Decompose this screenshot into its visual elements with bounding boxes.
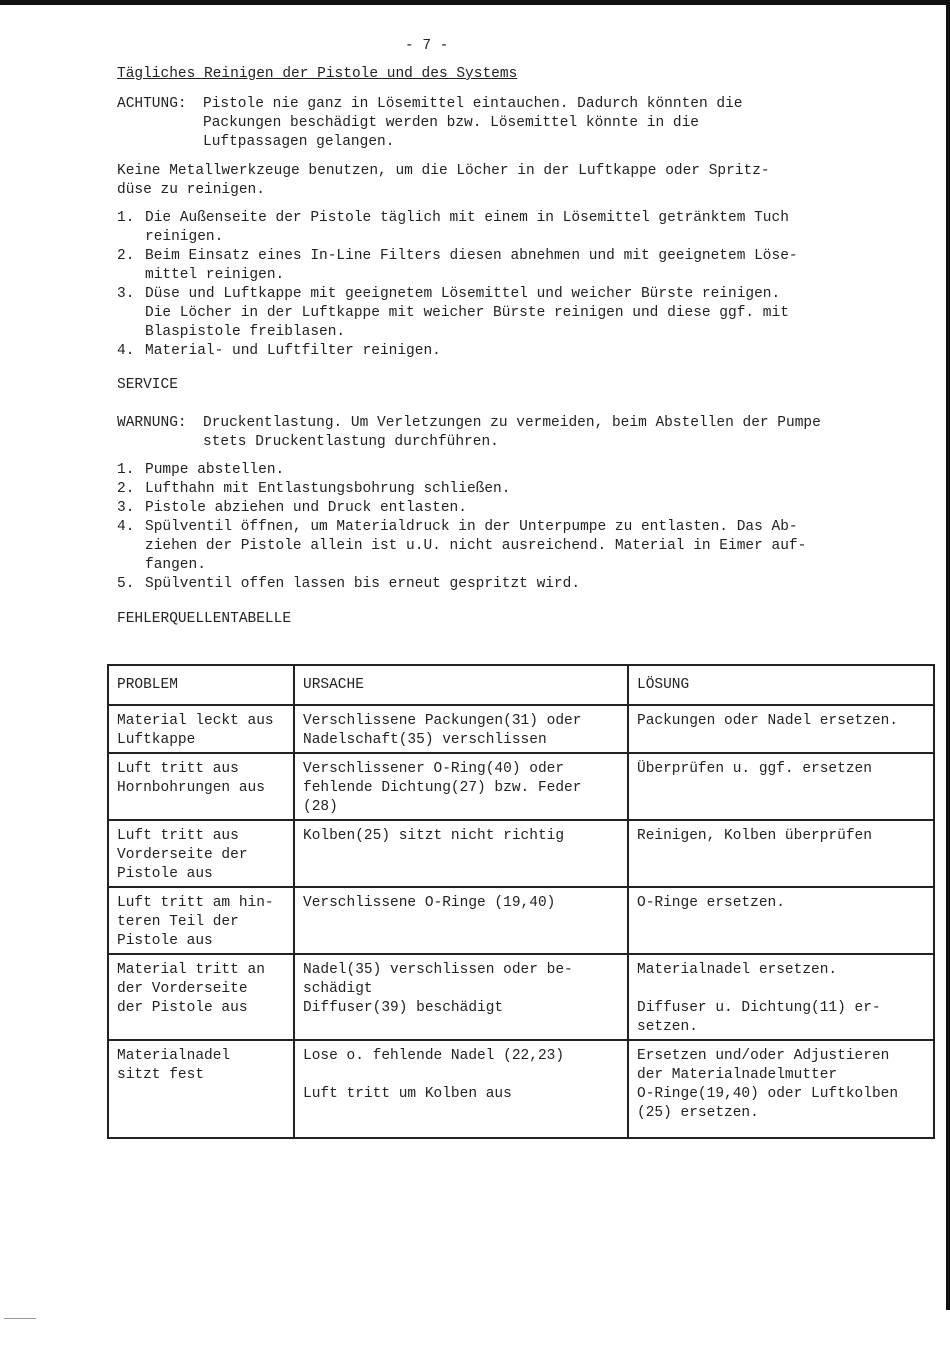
cell-line: Materialnadel ersetzen.: [637, 962, 838, 978]
cell-line: [637, 980, 925, 999]
warning-warnung: [117, 414, 821, 452]
cell-line: der Materialnadelmutter: [637, 1067, 838, 1083]
warning-text: Druckentlastung. Um Verletzungen zu vermeiden, beim Abstellen der Pumpe: [203, 415, 821, 431]
cell-line: Diffuser(39) beschädigt: [303, 1000, 504, 1016]
cell-line: setzen.: [637, 1019, 698, 1035]
cell-solution: [628, 753, 934, 820]
cell-line: Überprüfen u. ggf. ersetzen: [637, 761, 872, 777]
warning-achtung: [117, 95, 743, 152]
note-text: Keine Metallwerkzeuge benutzen, um die Löcher in der Luftkappe oder Spritz-: [117, 163, 770, 179]
cell-line: (28): [303, 799, 338, 815]
table-row: [108, 1040, 934, 1138]
cell-line: Lose o. fehlende Nadel (22,23): [303, 1048, 565, 1064]
cell-line: Packungen oder Nadel ersetzen.: [637, 713, 899, 729]
cell-line: der Vorderseite: [117, 981, 248, 997]
scan-right-border: [946, 0, 950, 1310]
cell-cause: [294, 705, 628, 753]
list-item-line: Die Außenseite der Pistole täglich mit einem in Lösemittel getränktem Tuch: [145, 210, 789, 226]
warning-label: WARNUNG:: [117, 415, 187, 431]
cell-problem: [108, 1040, 294, 1138]
cell-solution: [628, 705, 934, 753]
cell-line: Luft tritt am hin-: [117, 895, 274, 911]
cell-line: Luft tritt aus: [117, 828, 239, 844]
cell-line: Pistole aus: [117, 866, 213, 882]
cell-line: Verschlissener O-Ring(40) oder: [303, 761, 565, 777]
warning-text: Luftpassagen gelangen.: [203, 134, 395, 150]
cell-line: der Pistole aus: [117, 1000, 248, 1016]
cell-solution: [628, 820, 934, 887]
warning-text: Pistole nie ganz in Lösemittel eintauchen. Dadurch könnten die: [203, 96, 743, 112]
warning-label: ACHTUNG:: [117, 96, 187, 112]
cell-problem: [108, 887, 294, 954]
note-text: düse zu reinigen.: [117, 182, 265, 198]
cell-line: Vorderseite der: [117, 847, 248, 863]
cell-line: Verschlissene O-Ringe (19,40): [303, 895, 556, 911]
list-item-number: 5.: [117, 576, 135, 592]
cell-cause: [294, 820, 628, 887]
cell-line: Verschlissene Packungen(31) oder: [303, 713, 582, 729]
cell-line: Luftkappe: [117, 732, 196, 748]
cell-line: Pistole aus: [117, 933, 213, 949]
list-item: [117, 342, 798, 361]
column-header-cause: URSACHE: [294, 665, 628, 705]
column-header-problem: PROBLEM: [108, 665, 294, 705]
list-item: [117, 518, 806, 575]
cell-line: Kolben(25) sitzt nicht richtig: [303, 828, 565, 844]
scan-top-border: [0, 0, 950, 5]
list-item-line: Material- und Luftfilter reinigen.: [145, 343, 441, 359]
list-item-line: Blaspistole freiblasen.: [145, 324, 346, 340]
list-item-line: fangen.: [145, 557, 206, 573]
list-item-text: [145, 247, 798, 285]
list-item: [117, 499, 806, 518]
section-title-fault-table: FEHLERQUELLENTABELLE: [117, 611, 292, 627]
list-item-line: mittel reinigen.: [145, 267, 285, 283]
table-row: [108, 820, 934, 887]
list-item-number: 4.: [117, 343, 135, 359]
list-item-number: 3.: [117, 286, 135, 302]
cell-solution: [628, 887, 934, 954]
cell-line: Hornbohrungen aus: [117, 780, 265, 796]
cell-line: Materialnadel: [117, 1048, 231, 1064]
column-header-solution: LÖSUNG: [628, 665, 934, 705]
cleaning-steps: [117, 209, 798, 361]
list-item-line: Spülventil öffnen, um Materialdruck in der Unterpumpe zu entlasten. Das Ab-: [145, 519, 798, 535]
cell-line: [303, 1066, 619, 1085]
cell-solution: [628, 954, 934, 1040]
list-item-text: [145, 209, 789, 247]
cell-solution: [628, 1040, 934, 1138]
cell-line: sitzt fest: [117, 1067, 205, 1083]
table-header-row: [108, 665, 934, 705]
cell-line: teren Teil der: [117, 914, 239, 930]
list-item-number: 1.: [117, 210, 135, 226]
cell-line: Luft tritt aus: [117, 761, 239, 777]
cell-problem: [108, 705, 294, 753]
list-item: [117, 209, 798, 247]
cell-line: Material leckt aus: [117, 713, 274, 729]
page-number: - 7 -: [405, 38, 449, 54]
list-item-line: Lufthahn mit Entlastungsbohrung schließen.: [145, 481, 511, 497]
list-item-number: 3.: [117, 500, 135, 516]
cell-line: schädigt: [303, 981, 373, 997]
cell-line: O-Ringe(19,40) oder Luftkolben: [637, 1086, 899, 1102]
service-steps: [117, 461, 806, 594]
section-title-service: SERVICE: [117, 377, 178, 393]
cell-cause: [294, 887, 628, 954]
list-item-text: [145, 480, 510, 499]
list-item-number: 4.: [117, 519, 135, 535]
list-item: [117, 575, 806, 594]
warning-text: stets Druckentlastung durchführen.: [203, 434, 499, 450]
cell-line: fehlende Dichtung(27) bzw. Feder: [303, 780, 582, 796]
list-item-line: ziehen der Pistole allein ist u.U. nicht ausreichend. Material in Eimer auf-: [145, 538, 807, 554]
list-item: [117, 461, 806, 480]
list-item-line: Pumpe abstellen.: [145, 462, 285, 478]
section-title-daily-cleaning: Tägliches Reinigen der Pistole und des Systems: [117, 66, 518, 82]
cell-line: Reinigen, Kolben überprüfen: [637, 828, 872, 844]
cell-problem: [108, 820, 294, 887]
warning-text: Packungen beschädigt werden bzw. Lösemittel könnte in die: [203, 115, 699, 131]
list-item-text: [145, 575, 580, 594]
cell-cause: [294, 954, 628, 1040]
list-item-number: 2.: [117, 248, 135, 264]
table-row: [108, 705, 934, 753]
list-item-text: [145, 518, 806, 575]
cell-line: (25) ersetzen.: [637, 1105, 759, 1121]
list-item: [117, 480, 806, 499]
cell-line: Luft tritt um Kolben aus: [303, 1086, 512, 1102]
cell-line: Nadelschaft(35) verschlissen: [303, 732, 547, 748]
list-item-line: reinigen.: [145, 229, 224, 245]
cell-line: Diffuser u. Dichtung(11) er-: [637, 1000, 881, 1016]
list-item-text: [145, 342, 441, 361]
cell-line: O-Ringe ersetzen.: [637, 895, 785, 911]
note-tools: [117, 162, 770, 200]
list-item-line: Düse und Luftkappe mit geeignetem Lösemittel und weicher Bürste reinigen.: [145, 286, 781, 302]
list-item: [117, 247, 798, 285]
list-item-text: [145, 285, 789, 342]
table-row: [108, 954, 934, 1040]
cell-line: Ersetzen und/oder Adjustieren: [637, 1048, 890, 1064]
cell-line: Nadel(35) verschlissen oder be-: [303, 962, 573, 978]
table-row: [108, 887, 934, 954]
scan-margin-mark: [4, 1318, 36, 1319]
list-item-line: Pistole abziehen und Druck entlasten.: [145, 500, 467, 516]
list-item-text: [145, 461, 284, 480]
list-item: [117, 285, 798, 342]
list-item-line: Die Löcher in der Luftkappe mit weicher Bürste reinigen und diese ggf. mit: [145, 305, 789, 321]
list-item-line: Beim Einsatz eines In-Line Filters diesen abnehmen und mit geeignetem Löse-: [145, 248, 798, 264]
list-item-number: 2.: [117, 481, 135, 497]
cell-problem: [108, 753, 294, 820]
list-item-text: [145, 499, 467, 518]
cell-cause: [294, 1040, 628, 1138]
cell-line: Material tritt an: [117, 962, 265, 978]
fault-table: [107, 664, 935, 1139]
list-item-line: Spülventil offen lassen bis erneut gespritzt wird.: [145, 576, 581, 592]
cell-cause: [294, 753, 628, 820]
list-item-number: 1.: [117, 462, 135, 478]
table-row: [108, 753, 934, 820]
cell-problem: [108, 954, 294, 1040]
